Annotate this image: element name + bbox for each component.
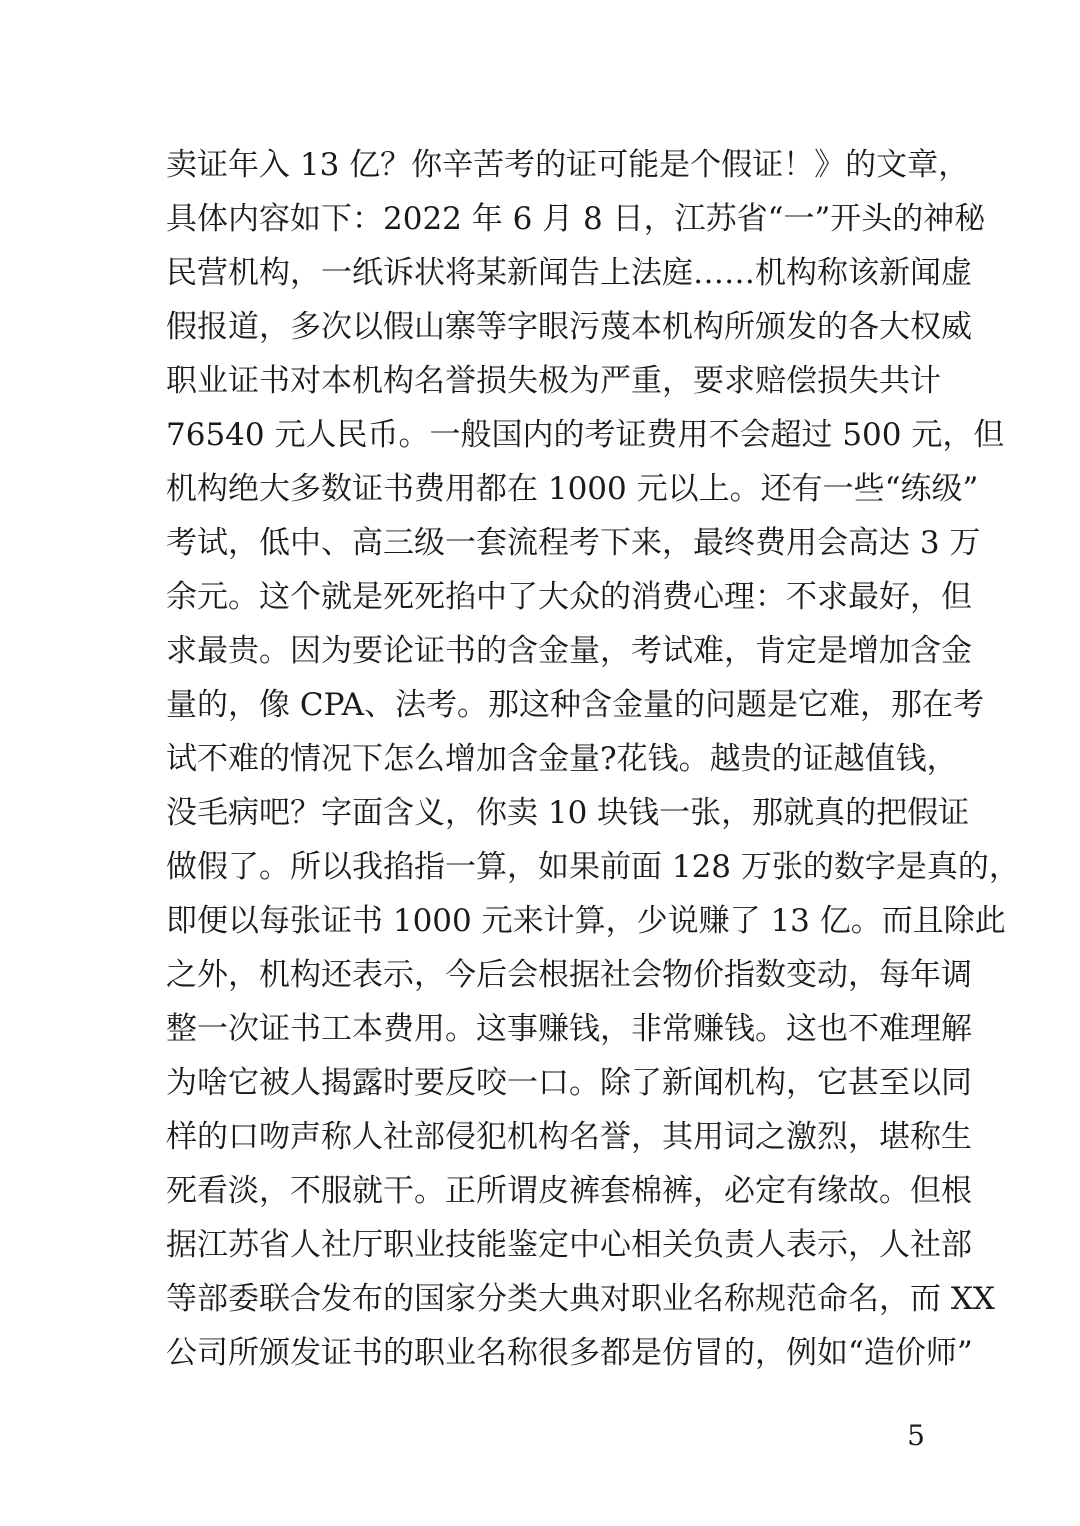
body-text-line: 公司所颁发证书的职业名称很多都是仿冒的，例如“造价师”: [166, 1335, 973, 1371]
body-text-line: 做假了。所以我掐指一算，如果前面 128 万张的数字是真的，: [166, 849, 1020, 885]
body-text-line: 没毛病吧？字面含义，你卖 10 块钱一张，那就真的把假证: [166, 795, 970, 831]
body-text-line: 试不难的情况下怎么增加含金量?花钱。越贵的证越值钱，: [166, 741, 958, 777]
body-text-line: 量的，像 CPA、法考。那这种含金量的问题是它难，那在考: [166, 687, 984, 723]
body-text-line: 据江苏省人社厅职业技能鉴定中心相关负责人表示，人社部: [166, 1227, 972, 1263]
body-text-line: 考试，低中、高三级一套流程考下来，最终费用会高达 3 万: [166, 525, 981, 561]
body-text-line: 即便以每张证书 1000 元来计算，少说赚了 13 亿。而且除此: [166, 903, 1006, 939]
body-text-line: 样的口吻声称人社部侵犯机构名誉，其用词之激烈，堪称生: [166, 1119, 972, 1155]
body-text-line: 等部委联合发布的国家分类大典对职业名称规范命名，而 XX: [166, 1281, 995, 1317]
body-text-line: 具体内容如下：2022 年 6 月 8 日，江苏省“一”开头的神秘: [166, 201, 986, 237]
body-text-line: 民营机构，一纸诉状将某新闻告上法庭……机构称该新闻虚: [166, 255, 972, 291]
page-number: 5: [907, 1419, 925, 1452]
body-text-line: 机构绝大多数证书费用都在 1000 元以上。还有一些“练级”: [166, 471, 979, 507]
body-text-line: 职业证书对本机构名誉损失极为严重，要求赔偿损失共计: [166, 363, 941, 399]
body-text-line: 求最贵。因为要论证书的含金量，考试难，肯定是增加含金: [166, 633, 972, 669]
body-text-line: 死看淡，不服就干。正所谓皮裤套棉裤，必定有缘故。但根: [166, 1173, 972, 1209]
body-text-line: 卖证年入 13 亿？你辛苦考的证可能是个假证！》的文章，: [166, 147, 970, 183]
body-text-line: 76540 元人民币。一般国内的考证费用不会超过 500 元，但: [166, 417, 1005, 453]
body-text-line: 余元。这个就是死死掐中了大众的消费心理：不求最好，但: [166, 579, 972, 615]
body-text-line: 假报道，多次以假山寨等字眼污蔑本机构所颁发的各大权威: [166, 309, 972, 345]
body-text-line: 之外，机构还表示，今后会根据社会物价指数变动，每年调: [166, 957, 972, 993]
body-text-line: 为啥它被人揭露时要反咬一口。除了新闻机构，它甚至以同: [166, 1065, 972, 1101]
body-text-line: 整一次证书工本费用。这事赚钱，非常赚钱。这也不难理解: [166, 1011, 972, 1047]
